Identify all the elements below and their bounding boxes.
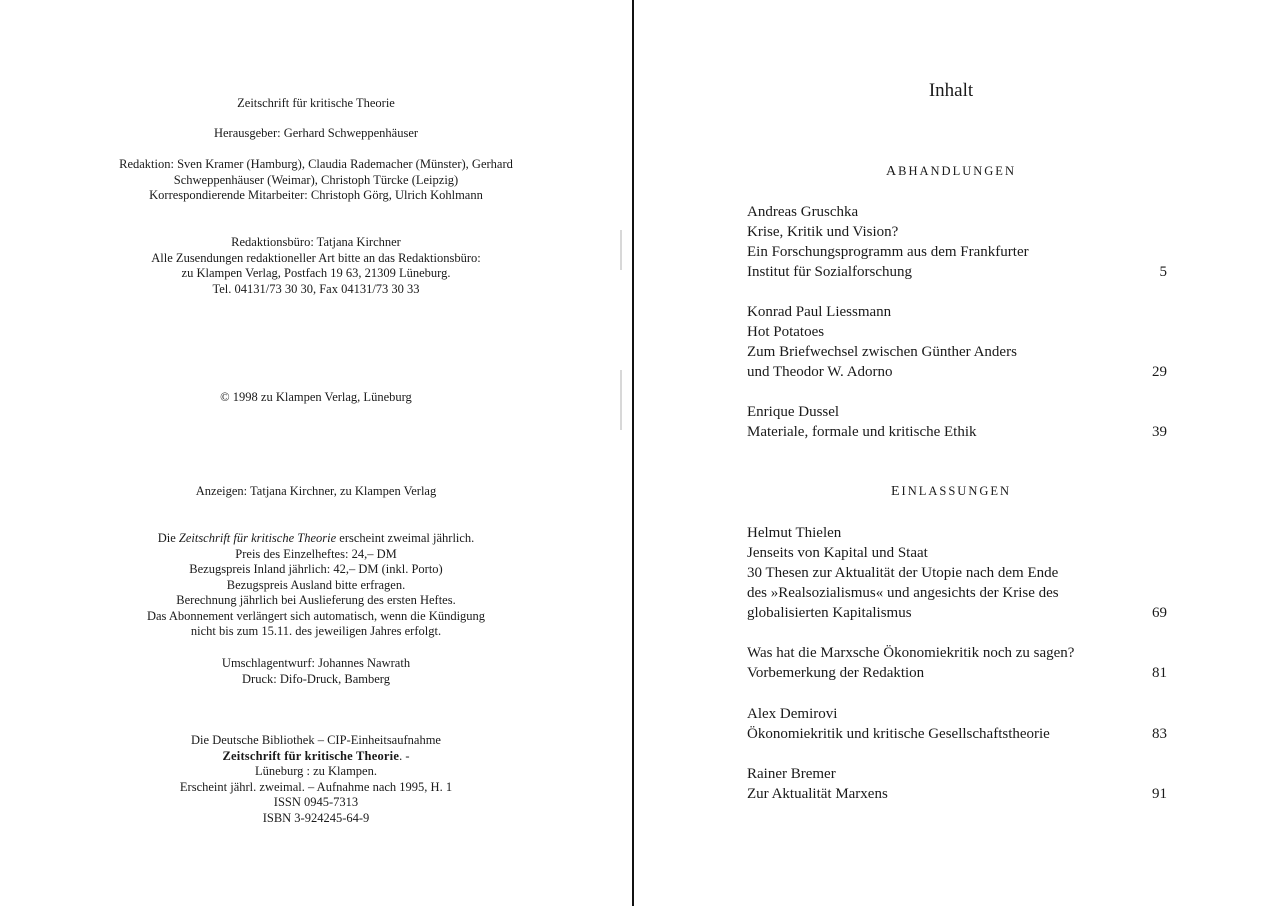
production-credits [0, 656, 632, 687]
entry-title: Jenseits von Kapital und Staat [747, 545, 928, 561]
printer-line: Druck: Difo-Druck, Bamberg [242, 671, 390, 686]
subscription-info [0, 531, 632, 640]
cover-design-line: Umschlagentwurf: Johannes Nawrath [221, 656, 411, 670]
cip-line: Lüneburg : zu Klampen. [255, 764, 377, 778]
imprint-page [0, 0, 632, 906]
office-line: Tel. 04131/73 30 30, Fax 04131/73 30 33 [212, 281, 420, 296]
entry-author: Konrad Paul Liessmann [747, 304, 892, 320]
editorial-office [0, 235, 632, 297]
toc-entry [747, 704, 1167, 744]
entry-title: Ökonomiekritik und kritische Gesellschaftstheorie [747, 726, 1050, 742]
page-number: 91 [1152, 786, 1167, 802]
office-line: zu Klampen Verlag, Postfach 19 63, 21309 Lüneburg. [181, 266, 451, 280]
entry-subtitle: Ein Forschungsprogramm aus dem Frankfurter [747, 244, 1029, 260]
isbn-line: ISBN 3-924245-64-9 [262, 810, 370, 825]
subscription-line: Preis des Einzelheftes: 24,– DM [235, 546, 397, 561]
cip-record [0, 733, 632, 826]
editorial-line: Redaktion: Sven Kramer (Hamburg), Claudia Rademacher (Münster), Gerhard [119, 157, 513, 171]
journal-title-italic: Zeitschrift für kritische Theorie [178, 531, 337, 545]
entry-author: Enrique Dussel [747, 404, 840, 420]
page-number: 29 [1152, 364, 1167, 380]
entry-author: Helmut Thielen [747, 525, 842, 541]
entry-subtitle: 30 Thesen zur Aktualität der Utopie nach dem Ende [747, 565, 1059, 581]
cip-title-suffix: . - [399, 748, 410, 763]
entry-subtitle: Institut für Sozialforschung [747, 264, 912, 280]
entry-title: Krise, Kritik und Vision? [747, 224, 899, 240]
toc-entry [747, 202, 1167, 282]
subscription-line: Berechnung jährlich bei Auslieferung des ersten Heftes. [176, 593, 456, 607]
subscription-line: Das Abonnement verlängert sich automatisch, wenn die Kündigung [146, 608, 486, 623]
section-heading [634, 164, 1268, 180]
editor-line: Herausgeber: Gerhard Schweppenhäuser [213, 126, 419, 140]
cip-title-line [0, 749, 632, 765]
issn-line: ISSN 0945-7313 [273, 795, 359, 809]
journal-title: Zeitschrift für kritische Theorie [237, 96, 395, 110]
subscription-line: Bezugspreis Ausland bitte erfragen. [226, 577, 406, 592]
subscription-intro [0, 531, 632, 547]
contents-title: Inhalt [928, 80, 974, 101]
entry-author: Andreas Gruschka [747, 204, 859, 220]
cip-line: Erscheint jährl. zweimal. – Aufnahme nach 1995, H. 1 [179, 779, 453, 794]
copyright-line: © 1998 zu Klampen Verlag, Lüneburg [220, 390, 412, 404]
section-heading [634, 484, 1268, 500]
scan-artifact [620, 370, 622, 430]
page-number: 69 [1152, 605, 1167, 621]
toc-entry [747, 302, 1167, 382]
cip-title: Zeitschrift für kritische Theorie [222, 748, 400, 763]
section-rest: BHANDLUNGEN [898, 164, 1016, 178]
section-initial: A [886, 164, 899, 179]
entry-subtitle: und Theodor W. Adorno [747, 364, 893, 380]
editorial-board [0, 157, 632, 204]
toc-entry [747, 764, 1167, 804]
office-line: Redaktionsbüro: Tatjana Kirchner [231, 235, 401, 249]
cip-heading: Die Deutsche Bibliothek – CIP-Einheitsaufnahme [191, 733, 441, 747]
ads-line: Anzeigen: Tatjana Kirchner, zu Klampen Verlag [195, 484, 437, 498]
entry-title: Materiale, formale und kritische Ethik [747, 424, 977, 440]
section-rest: INLASSUNGEN [901, 484, 1012, 498]
entry-title: Was hat die Marxsche Ökonomiekritik noch zu sagen? [747, 645, 1075, 661]
toc-entry [747, 643, 1167, 683]
entry-subtitle: globalisierten Kapitalismus [747, 605, 912, 621]
office-line: Alle Zusendungen redaktioneller Art bitte an das Redaktionsbüro: [151, 250, 481, 265]
toc-entry [747, 523, 1167, 623]
toc-entry [747, 402, 1167, 442]
subscription-suffix: erscheint zweimal jährlich. [336, 531, 475, 545]
subscription-prefix: Die [157, 531, 179, 545]
editorial-line: Schweppenhäuser (Weimar), Christoph Türcke (Leipzig) [173, 172, 459, 187]
page-number: 5 [1159, 264, 1167, 280]
subscription-line: nicht bis zum 15.11. des jeweiligen Jahres erfolgt. [190, 624, 442, 638]
scan-artifact [620, 230, 622, 270]
subscription-line: Bezugspreis Inland jährlich: 42,– DM (inkl. Porto) [189, 562, 443, 576]
entry-subtitle: Zum Briefwechsel zwischen Günther Anders [747, 344, 1017, 360]
entry-title: Hot Potatoes [747, 324, 825, 340]
entry-author: Rainer Bremer [747, 766, 836, 782]
page-number: 81 [1152, 665, 1167, 681]
section-initial: E [890, 484, 902, 499]
contents-page [634, 0, 1268, 906]
entry-title: Zur Aktualität Marxens [747, 786, 888, 802]
entry-subtitle: des »Realsozialismus« und angesichts der Krise des [747, 585, 1059, 601]
editorial-line: Korrespondierende Mitarbeiter: Christoph Görg, Ulrich Kohlmann [149, 188, 483, 202]
page-number: 39 [1152, 424, 1167, 440]
entry-author: Alex Demirovi [747, 706, 838, 722]
page-number: 83 [1152, 726, 1167, 742]
entry-subtitle: Vorbemerkung der Redaktion [747, 665, 925, 681]
